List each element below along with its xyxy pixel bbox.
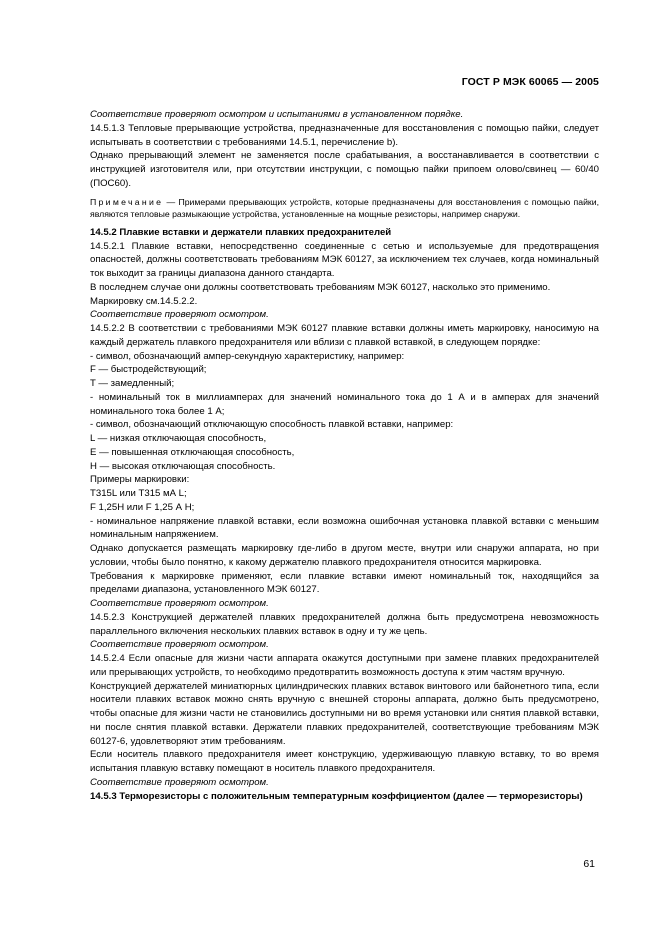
paragraph: Однако допускается размещать маркировку где-либо в другом месте, внутри или снаружи аппарата, но при условии, чтобы было понятно, к какому держателю плавкого предохранителя относится маркировка. bbox=[90, 543, 599, 568]
list-item: E — повышенная отключающая способность, bbox=[90, 446, 295, 458]
paragraph-14-5-1-3: 14.5.1.3 Тепловые прерывающие устройства, предназначенные для восстановления с помощью пайки, следует испытывать в соответствии с требованиями 14.5.1, перечисление b). bbox=[90, 122, 599, 148]
page-number: 61 bbox=[583, 858, 595, 870]
standard-header: ГОСТ Р МЭК 60065 — 2005 bbox=[461, 76, 599, 88]
note-label: Примечание bbox=[90, 196, 164, 207]
conformity-note: Соответствие проверяют осмотром и испытаниями в установленном порядке. bbox=[90, 109, 464, 120]
paragraph: Маркировку см.14.5.2.2. bbox=[90, 295, 198, 307]
paragraph: Если носитель плавкого предохранителя имеет конструкцию, удерживающую плавкую вставку, то во время испытания плавкую вставку помещают в носитель плавкого предохранителя. bbox=[90, 749, 599, 775]
paragraph: В последнем случае они должны соответствовать требованиям МЭК 60127, насколько это применимо. bbox=[90, 281, 551, 293]
paragraph-14-5-2-3: 14.5.2.3 Конструкцией держателей плавких предохранителей должна быть предусмотрена невозможность параллельного включения нескольких плавких вставок в одну и ту же цепь. bbox=[90, 611, 599, 637]
list-item: F — быстродействующий; bbox=[90, 364, 207, 376]
page-body bbox=[90, 108, 599, 803]
list-item: T315L или T315 мА L; bbox=[90, 488, 187, 500]
paragraph: Однако прерывающий элемент не заменяется после срабатывания, а восстанавливается в соответствии с инструкцией изготовителя или, при отсутствии инструкции, с помощью пайки припоем олово/свинец — 60/40 (ПОС60). bbox=[90, 150, 599, 189]
list-item: T — замедленный; bbox=[90, 378, 175, 390]
conformity-note: Соответствие проверяют осмотром. bbox=[90, 598, 269, 610]
list-item: L — низкая отключающая способность, bbox=[90, 433, 267, 445]
paragraph-14-5-2-2: 14.5.2.2 В соответствии с требованиями МЭК 60127 плавкие вставки должны иметь маркировку, наносимую на каждый держатель плавкого предохранителя или вблизи с плавкой вставкой, в следующем порядке: bbox=[90, 323, 599, 348]
note-text: — Примерами прерывающих устройств, которые предназначены для восстановления с помощью пайки, являются тепловые размыкающие устройства, установленные на мощные резисторы, например снаружи. bbox=[90, 196, 599, 219]
list-item: Примеры маркировки: bbox=[90, 474, 190, 486]
list-item: - номинальное напряжение плавкой вставки, если возможна ошибочная установка плавкой вставки с меньшим номинальным напряжением. bbox=[90, 515, 599, 541]
list-item: - номинальный ток в миллиамперах для значений номинального тока до 1 А и в амперах для значений номинального тока более 1 А; bbox=[90, 391, 599, 417]
conformity-note: Соответствие проверяют осмотром. bbox=[90, 776, 269, 788]
paragraph-14-5-2-4: 14.5.2.4 Если опасные для жизни части аппарата окажутся доступными при замене плавких предохранителей или прерывающих устройств, то необходимо предотвратить возможность доступа к этим частям вручную. bbox=[90, 653, 599, 678]
list-item: F 1,25H или F 1,25 А H; bbox=[90, 501, 195, 513]
section-heading-14-5-3: 14.5.3 Терморезисторы с положительным температурным коэффициентом (далее — терморезисторы) bbox=[90, 790, 583, 802]
paragraph-14-5-2-1: 14.5.2.1 Плавкие вставки, непосредственно соединенные с сетью и используемые для предотвращения опасностей, должны соответствовать требованиям МЭК 60127, за исключением тех случаев, когда номинальный ток выходит за границы диапазона данного стандарта. bbox=[90, 240, 599, 280]
paragraph: Конструкцией держателей миниатюрных цилиндрических плавких вставок винтового или байонетного типа, если носители плавких вставок можно снять вручную с внешней стороны аппарата, должно быть предусмотрено, чтобы опасные для жизни части не становились доступными ни во время установки или снятия плавкой вставки, ни после снятия плавкой вставки. Держатели плавких предохранителей, соответствующие требованиям МЭК 60127-6, удовлетворяют этим требованиям. bbox=[90, 680, 599, 747]
conformity-note: Соответствие проверяют осмотром. bbox=[90, 639, 269, 651]
section-heading-14-5-2: 14.5.2 Плавкие вставки и держатели плавких предохранителей bbox=[90, 226, 392, 238]
list-item: H — высокая отключающая способность. bbox=[90, 460, 276, 472]
note-block bbox=[90, 196, 599, 220]
list-item: - символ, обозначающий отключающую способность плавкой вставки, например: bbox=[90, 419, 454, 431]
conformity-note: Соответствие проверяют осмотром. bbox=[90, 309, 269, 321]
list-item: - символ, обозначающий ампер-секундную характеристику, например: bbox=[90, 350, 405, 362]
paragraph: Требования к маркировке применяют, если плавкие вставки имеют номинальный ток, находящийся за пределами диапазона, установленного МЭК 60127. bbox=[90, 570, 599, 596]
